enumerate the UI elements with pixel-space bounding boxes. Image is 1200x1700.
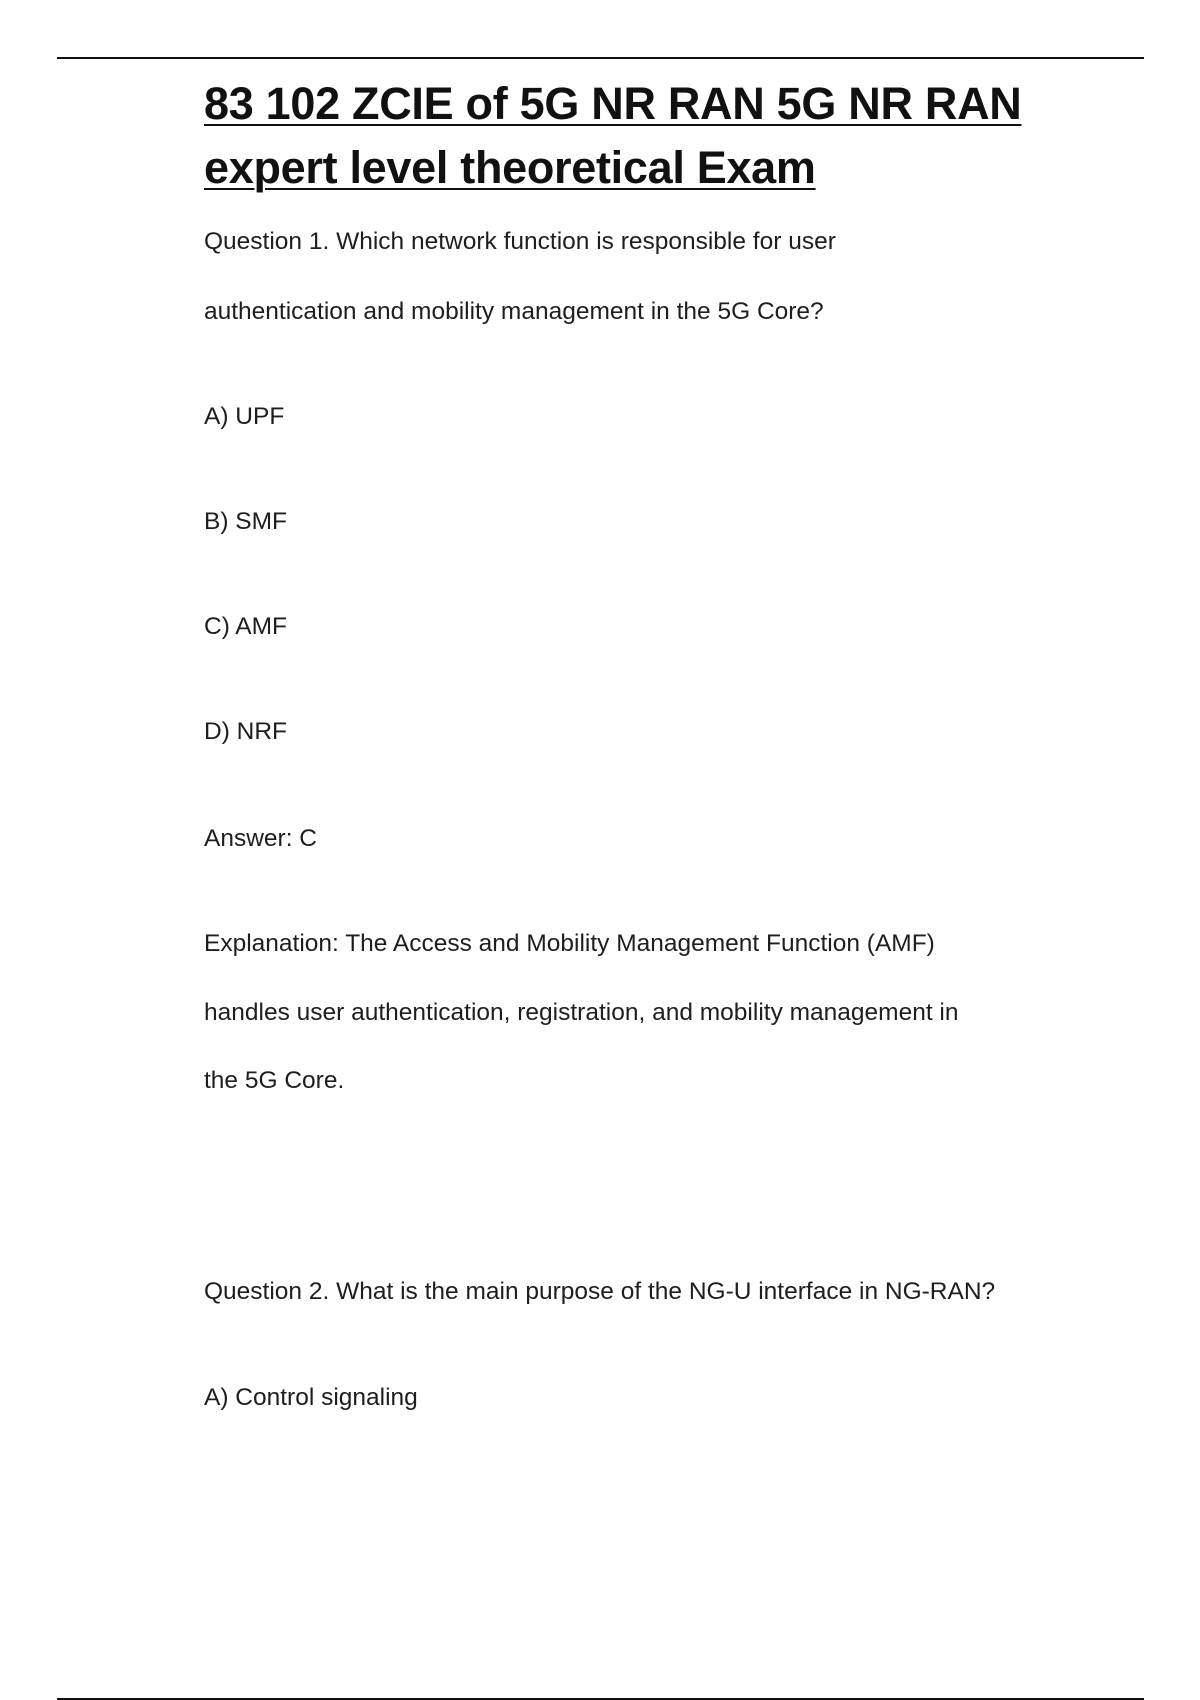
question-1-stem-line-1: Question 1. Which network function is responsible for user	[204, 228, 836, 255]
document-title: 83 102 ZCIE of 5G NR RAN 5G NR RAN expert level theoretical Exam	[204, 78, 1022, 193]
question-1-option-c: C) AMF	[204, 613, 288, 640]
question-1-option-d: D) NRF	[204, 718, 288, 745]
question-1-option-b: B) SMF	[204, 508, 288, 535]
question-1-answer: Answer: C	[204, 825, 318, 852]
question-1-explanation-line-2: handles user authentication, registration, and mobility management in	[204, 999, 959, 1026]
question-1-explanation-line-1: Explanation: The Access and Mobility Management Function (AMF)	[204, 930, 935, 957]
question-2-stem-line-1: Question 2. What is the main purpose of the NG-U interface in NG-RAN?	[204, 1278, 996, 1305]
question-1-option-a: A) UPF	[204, 403, 285, 430]
question-1-explanation-line-3: the 5G Core.	[204, 1067, 345, 1094]
top-page-rule	[57, 57, 1144, 59]
question-1-stem-line-2: authentication and mobility management in the 5G Core?	[204, 298, 824, 325]
question-2-option-a: A) Control signaling	[204, 1384, 418, 1411]
document-header	[204, 72, 1084, 200]
